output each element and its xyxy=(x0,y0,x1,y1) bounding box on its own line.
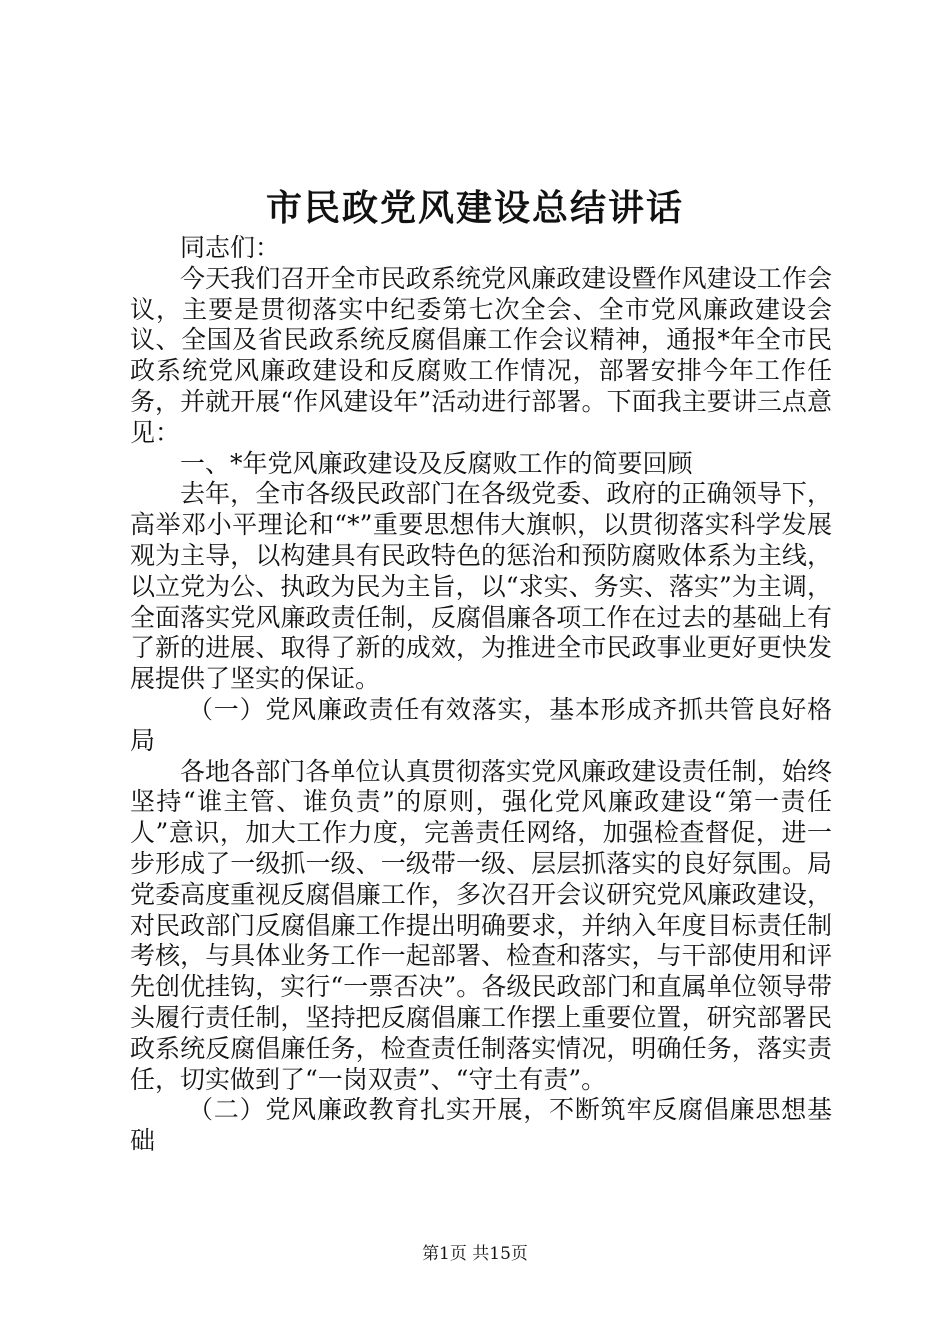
document-title: 市民政党风建设总结讲话 xyxy=(265,187,684,229)
section-heading-1: 一、*年党风廉政建设及反腐败工作的简要回顾 xyxy=(180,448,693,478)
paragraph-review: 去年，全市各级民政部门在各级党委、政府的正确领导下，高举邓小平理论和“*”重要思想伟大旗帜，以贯彻落实科学发展观为主导，以构建具有民政特色的惩治和预防腐败体系为主线，以立党为公、执政为民为主旨，以“求实、务实、落实”为主调，全面落实党风廉政责任制，反腐倡廉各项工作在过去的基础上有了新的进展、取得了新的成效，为推进全市民政事业更好更快发展提供了坚实的保证。 xyxy=(130,479,832,694)
salutation: 同志们： xyxy=(180,233,281,262)
paragraph-responsibility: 各地各部门各单位认真贯彻落实党风廉政建设责任制，始终坚持“谁主管、谁负责”的原则，强化党风廉政建设“第一责任人”意识，加大工作力度，完善责任网络，加强检查督促，进一步形成了一级抓一级、一级带一级、层层抓落实的良好氛围。局党委高度重视反腐倡廉工作，多次召开会议研究党风廉政建设，对民政部门反腐倡廉工作提出明确要求，并纳入年度目标责任制考核，与具体业务工作一起部署、检查和落实，与干部使用和评先创优挂钩，实行“一票否决”。各级民政部门和直属单位领导带头履行责任制，坚持把反腐倡廉工作摆上重要位置，研究部署民政系统反腐倡廉任务，检查责任制落实情况，明确任务，落实责任，切实做到了“一岗双责”、“守土有责”。 xyxy=(130,756,832,1094)
subsection-heading-1: （一）党风廉政责任有效落实，基本形成齐抓共管良好格局 xyxy=(130,694,832,755)
paragraph-intro: 今天我们召开全市民政系统党风廉政建设暨作风建设工作会议，主要是贯彻落实中纪委第七次全会、全市党风廉政建设会议、全国及省民政系统反腐倡廉工作会议精神，通报*年全市民政系统党风廉政建设和反腐败工作情况，部署安排今年工作任务，并就开展“作风建设年”活动进行部署。下面我主要讲三点意见： xyxy=(130,263,832,447)
page-number: 第1页 共15页 xyxy=(422,1244,528,1264)
document-body xyxy=(130,233,832,1157)
subsection-heading-2: （二）党风廉政教育扎实开展，不断筑牢反腐倡廉思想基础 xyxy=(130,1095,832,1156)
